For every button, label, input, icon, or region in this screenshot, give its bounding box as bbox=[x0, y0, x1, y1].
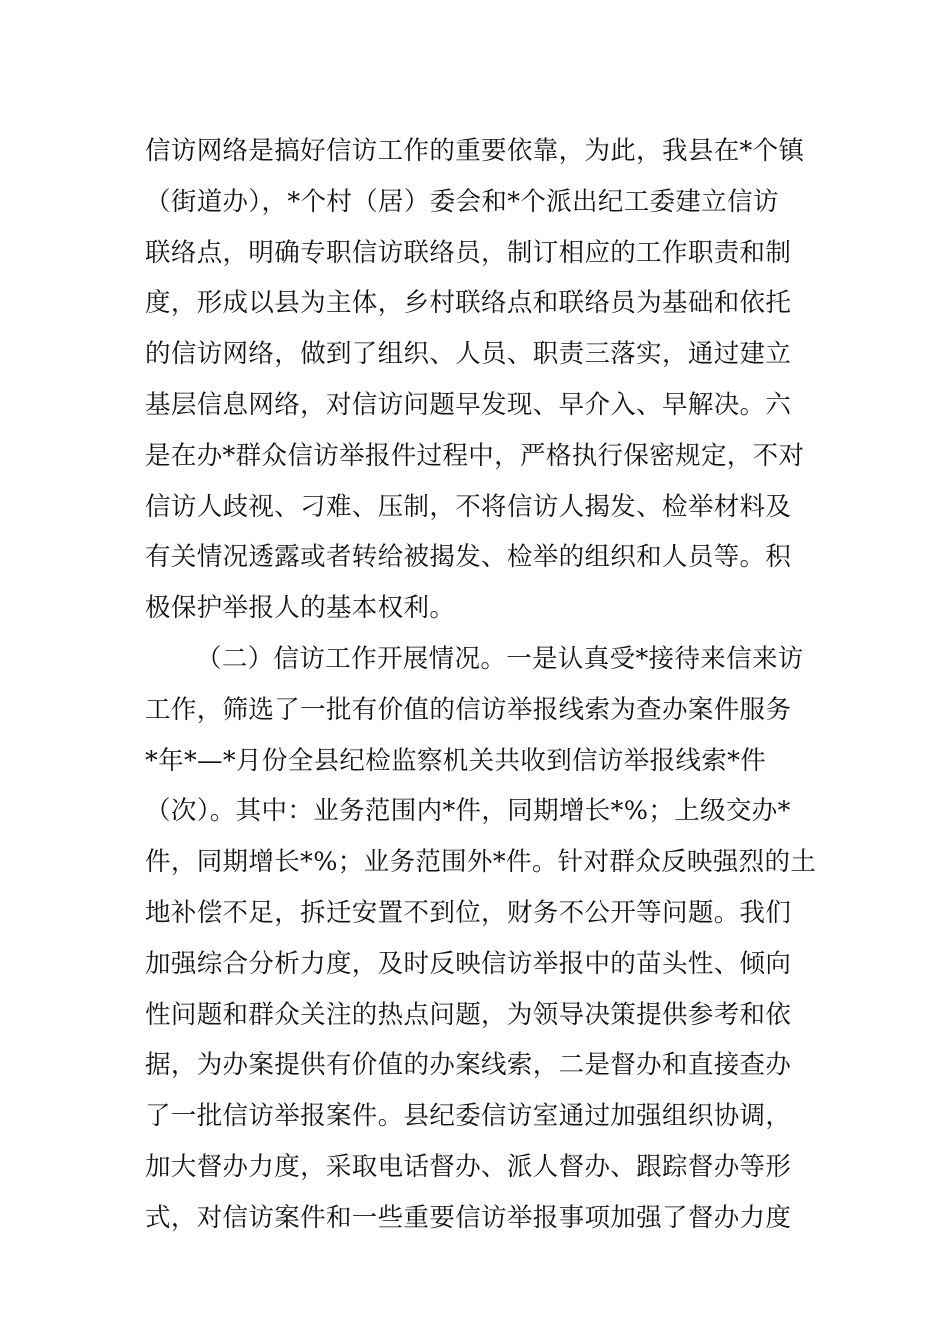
text-line: 的信访网络，做到了组织、人员、职责三落实，通过建立 bbox=[145, 339, 792, 370]
text-line: 基层信息网络，对信访问题早发现、早介入、早解决。六 bbox=[145, 389, 792, 420]
text-line: 式，对信访案件和一些重要信访举报事项加强了督办力度 bbox=[145, 1202, 792, 1233]
body-text bbox=[145, 126, 815, 1244]
text-line: （街道办），*个村（居）委会和*个派出纪工委建立信访 bbox=[145, 186, 779, 217]
text-line: *年*—*月份全县纪检监察机关共收到信访举报线索*件 bbox=[145, 745, 767, 776]
text-line: 件，同期增长*%；业务范围外*件。针对群众反映强烈的土 bbox=[145, 847, 817, 878]
text-line: 信访人歧视、刁难、压制，不将信访人揭发、检举材料及 bbox=[145, 491, 792, 522]
text-line: 了一批信访举报案件。县纪委信访室通过加强组织协调， bbox=[145, 1101, 792, 1132]
text-line: （次）。其中：业务范围内*件，同期增长*%；上级交办* bbox=[145, 796, 791, 827]
text-line: 是在办*群众信访举报件过程中，严格执行保密规定，不对 bbox=[145, 440, 805, 471]
text-line: 性问题和群众关注的热点问题，为领导决策提供参考和依 bbox=[145, 999, 792, 1030]
text-line: 极保护举报人的基本权利。 bbox=[145, 593, 456, 624]
text-line: 度，形成以县为主体，乡村联络点和联络员为基础和依托 bbox=[145, 288, 792, 319]
text-line: 据，为办案提供有价值的办案线索，二是督办和直接查办 bbox=[145, 1050, 792, 1081]
text-line: 加强综合分析力度，及时反映信访举报中的苗头性、倾向 bbox=[145, 948, 792, 979]
text-line: 联络点，明确专职信访联络员，制订相应的工作职责和制 bbox=[145, 237, 792, 268]
section-heading-line: （二）信访工作开展情况。一是认真受*接待来信来访 bbox=[196, 643, 804, 674]
text-line: 地补偿不足，拆迁安置不到位，财务不公开等问题。我们 bbox=[145, 897, 792, 928]
text-line: 信访网络是搞好信访工作的重要依靠，为此，我县在*个镇 bbox=[145, 136, 805, 166]
text-line: 工作，筛选了一批有价值的信访举报线索为查办案件服务 bbox=[145, 694, 792, 725]
text-line: 有关情况透露或者转给被揭发、检举的组织和人员等。积 bbox=[145, 542, 792, 573]
text-line: 加大督办力度，采取电话督办、派人督办、跟踪督办等形 bbox=[145, 1151, 792, 1182]
